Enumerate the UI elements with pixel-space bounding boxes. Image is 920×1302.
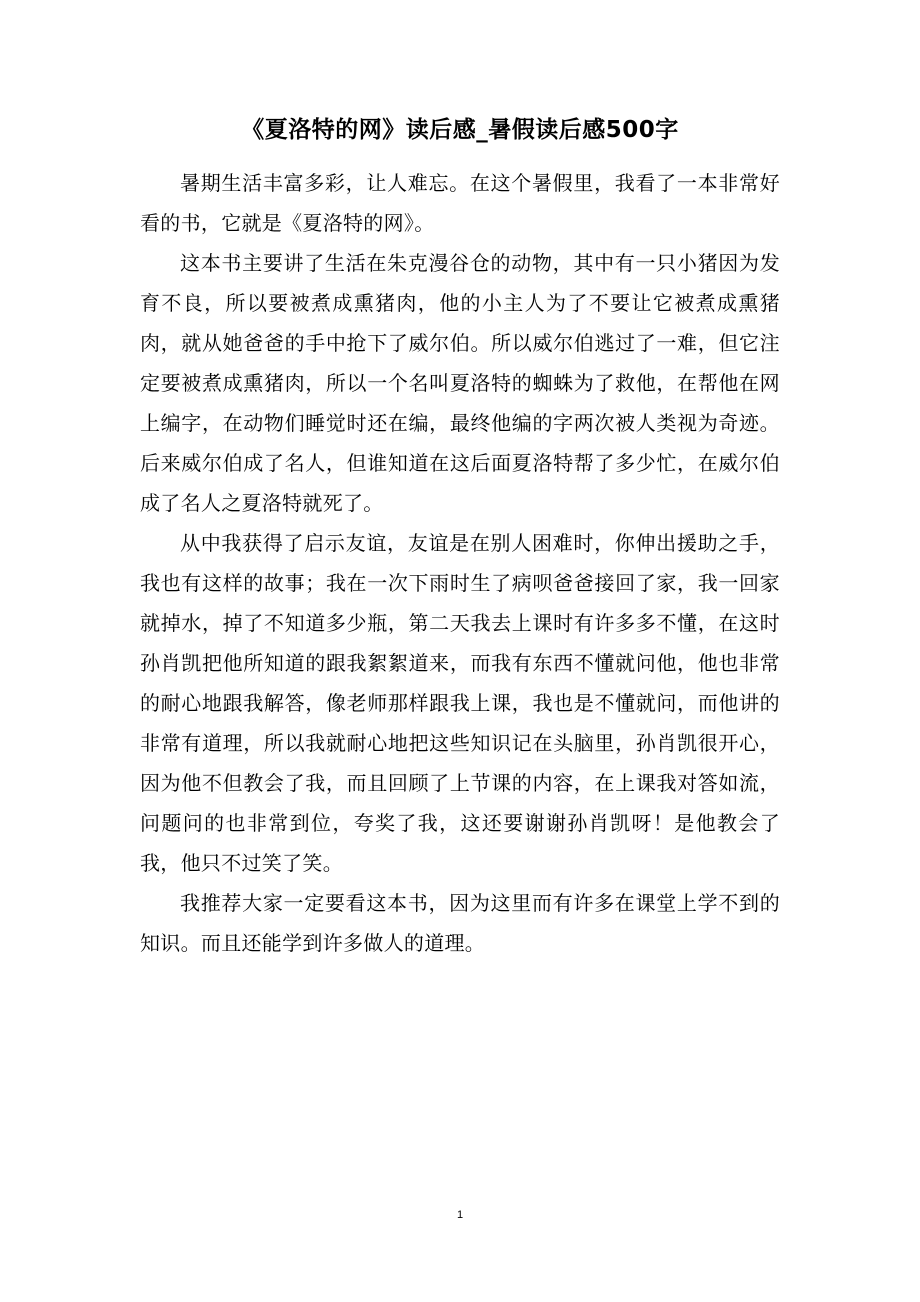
paragraph-recommendation: 我推荐大家一定要看这本书，因为这里而有许多在课堂上学不到的知识。而且还能学到许多做人的道理。	[140, 891, 780, 955]
page-number: 1	[456, 1209, 464, 1221]
paragraph-friendship: 从中我获得了启示友谊，友谊是在别人困难时，你伸出援助之手，我也有这样的故事；我在一次下雨时生了病呗爸爸接回了家，我一回家就掉水，掉了不知道多少瓶，第二天我去上课时有许多多不懂，在这时孙肖凯把他所知道的跟我絮絮道来，而我有东西不懂就问他，他也非常的耐心地跟我解答，像老师那样跟我上课，我也是不懂就问，而他讲的非常有道理，所以我就耐心地把这些知识记在头脑里，孙肖凯很开心，因为他不但教会了我，而且回顾了上节课的内容，在上课我对答如流，问题问的也非常到位，夸奖了我，这还要谢谢孙肖凯呀！是他教会了我，他只不过笑了笑。	[140, 531, 780, 875]
document-title: 《夏洛特的网》读后感_暑假读后感500字	[241, 117, 679, 143]
document-body	[140, 163, 780, 963]
paragraph-intro: 暑期生活丰富多彩，让人难忘。在这个暑假里，我看了一本非常好看的书，它就是《夏洛特的网》。	[140, 171, 780, 235]
paragraph-summary: 这本书主要讲了生活在朱克漫谷仓的动物，其中有一只小猪因为发育不良，所以要被煮成熏猪肉，他的小主人为了不要让它被煮成熏猪肉，就从她爸爸的手中抢下了威尔伯。所以威尔伯逃过了一难，但它注定要被煮成熏猪肉，所以一个名叫夏洛特的蜘蛛为了救他，在帮他在网上编字，在动物们睡觉时还在编，最终他编的字两次被人类视为奇迹。后来威尔伯成了名人，但谁知道在这后面夏洛特帮了多少忙，在威尔伯成了名人之夏洛特就死了。	[140, 251, 780, 515]
